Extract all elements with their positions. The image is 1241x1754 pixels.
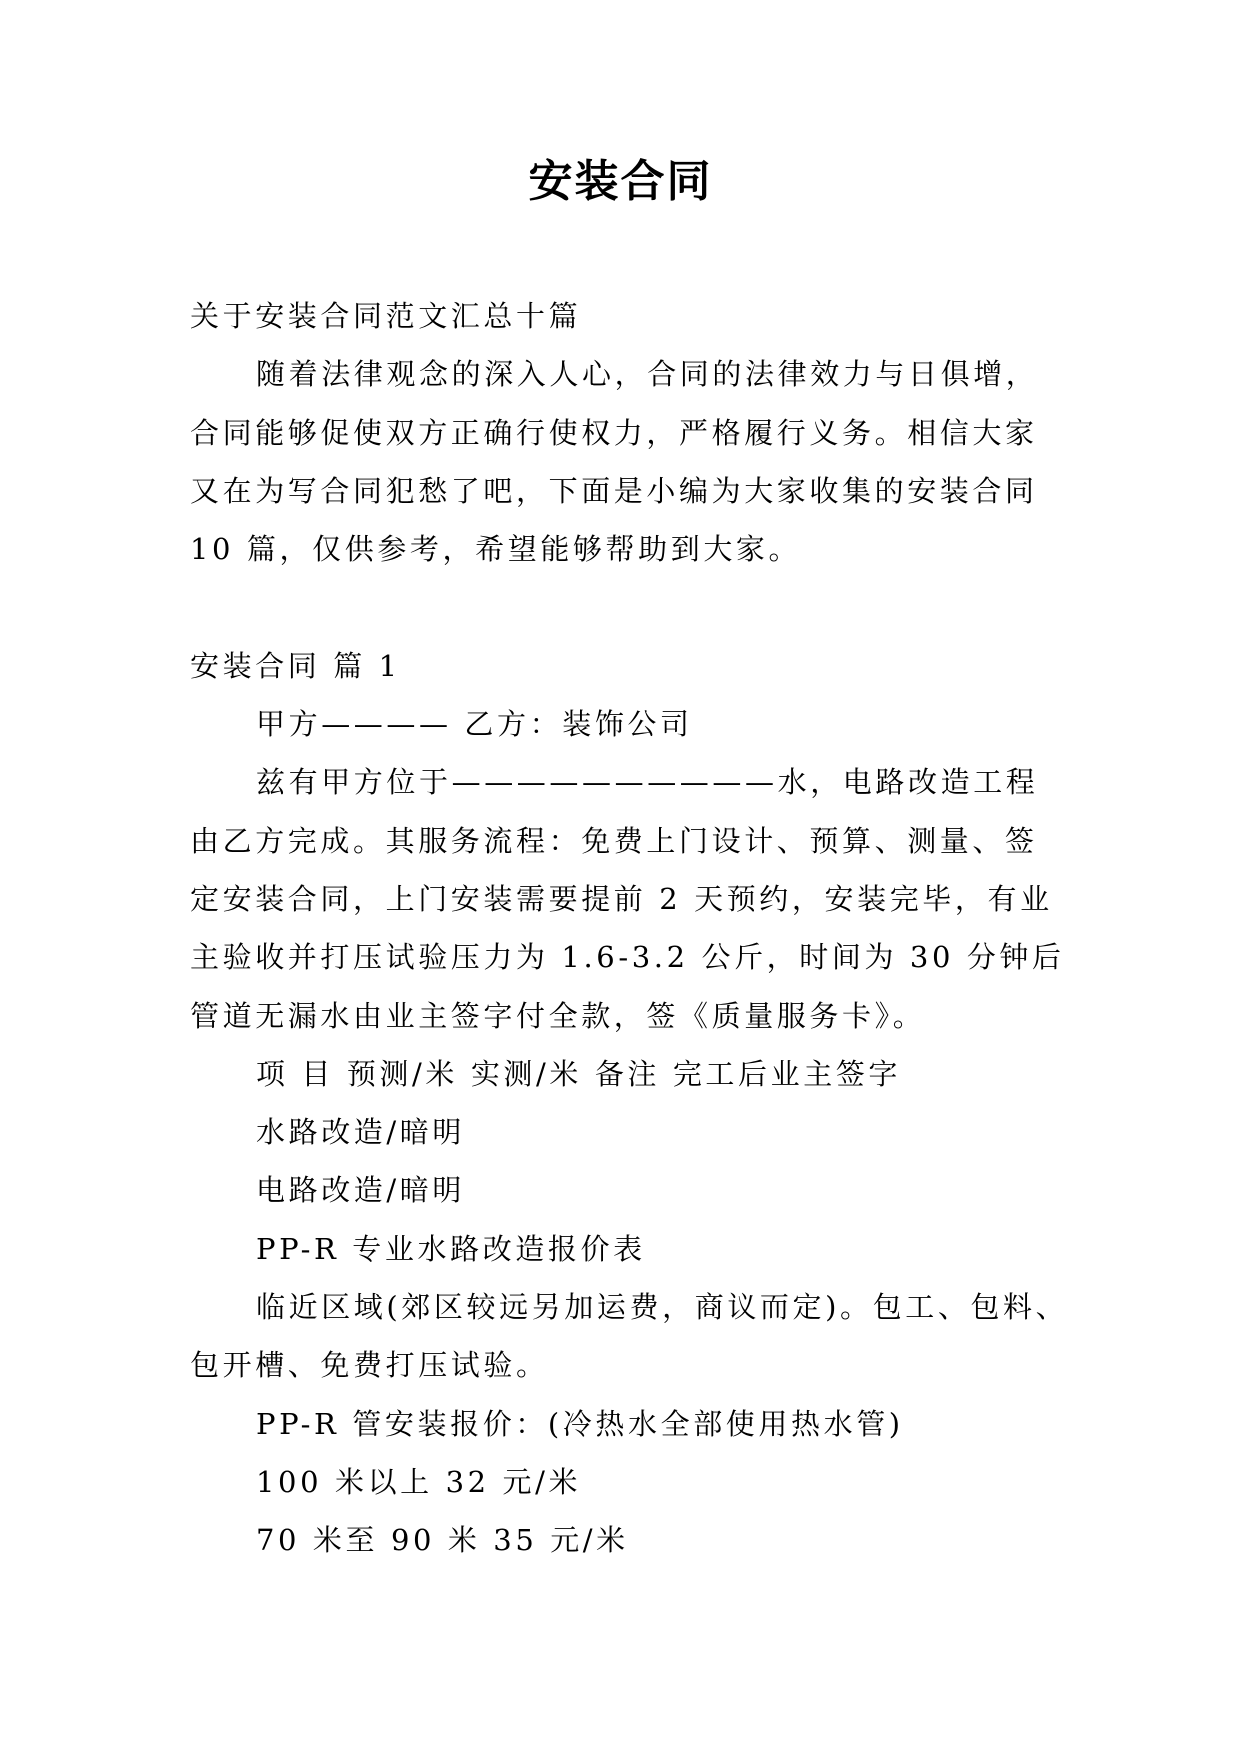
intro-paragraph-line: 合同能够促使双方正确行使权力，严格履行义务。相信大家 — [190, 415, 1038, 450]
intro-paragraph-line: 又在为写合同犯愁了吧，下面是小编为大家收集的安装合同 — [190, 473, 1038, 508]
table-row-electric: 电路改造/暗明 — [256, 1173, 465, 1208]
document-body — [190, 287, 1070, 1570]
intro-paragraph-line: 随着法律观念的深入人心，合同的法律效力与日俱增， — [256, 357, 1039, 392]
price-item: 70 米至 90 米 35 元/米 — [256, 1523, 629, 1558]
service-paragraph-line: 管道无漏水由业主签字付全款，签《质量服务卡》。 — [190, 998, 926, 1033]
service-paragraph-line: 主验收并打压试验压力为 1.6-3.2 公斤，时间为 30 分钟后 — [190, 940, 1065, 975]
section-heading: 安装合同 篇 1 — [190, 648, 401, 683]
intro-heading: 关于安装合同范文汇总十篇 — [190, 299, 582, 333]
area-note-line: 临近区域(郊区较远另加运费，商议而定)。包工、包料、 — [256, 1290, 1069, 1325]
area-note-line: 包开槽、免费打压试验。 — [190, 1348, 549, 1383]
document-title: 安装合同 — [528, 156, 713, 207]
parties-line: 甲方———— 乙方：装饰公司 — [256, 707, 693, 742]
price-item: 100 米以上 32 元/米 — [256, 1464, 582, 1499]
price-table-title: PP-R 专业水路改造报价表 — [256, 1231, 646, 1266]
price-heading: PP-R 管安装报价：(冷热水全部使用热水管) — [256, 1406, 904, 1441]
paragraph-gap — [190, 578, 1070, 636]
service-paragraph-line: 定安装合同，上门安装需要提前 2 天预约，安装完毕，有业 — [190, 881, 1053, 916]
service-paragraph-line: 兹有甲方位于——————————水，电路改造工程 — [256, 765, 1039, 800]
table-row-water: 水路改造/暗明 — [256, 1115, 465, 1150]
intro-paragraph-line: 10 篇，仅供参考，希望能够帮助到大家。 — [190, 532, 802, 567]
table-header-line: 项 目 预测/米 实测/米 备注 完工后业主签字 — [256, 1056, 902, 1091]
service-paragraph-line: 由乙方完成。其服务流程：免费上门设计、预算、测量、签 — [190, 823, 1038, 858]
